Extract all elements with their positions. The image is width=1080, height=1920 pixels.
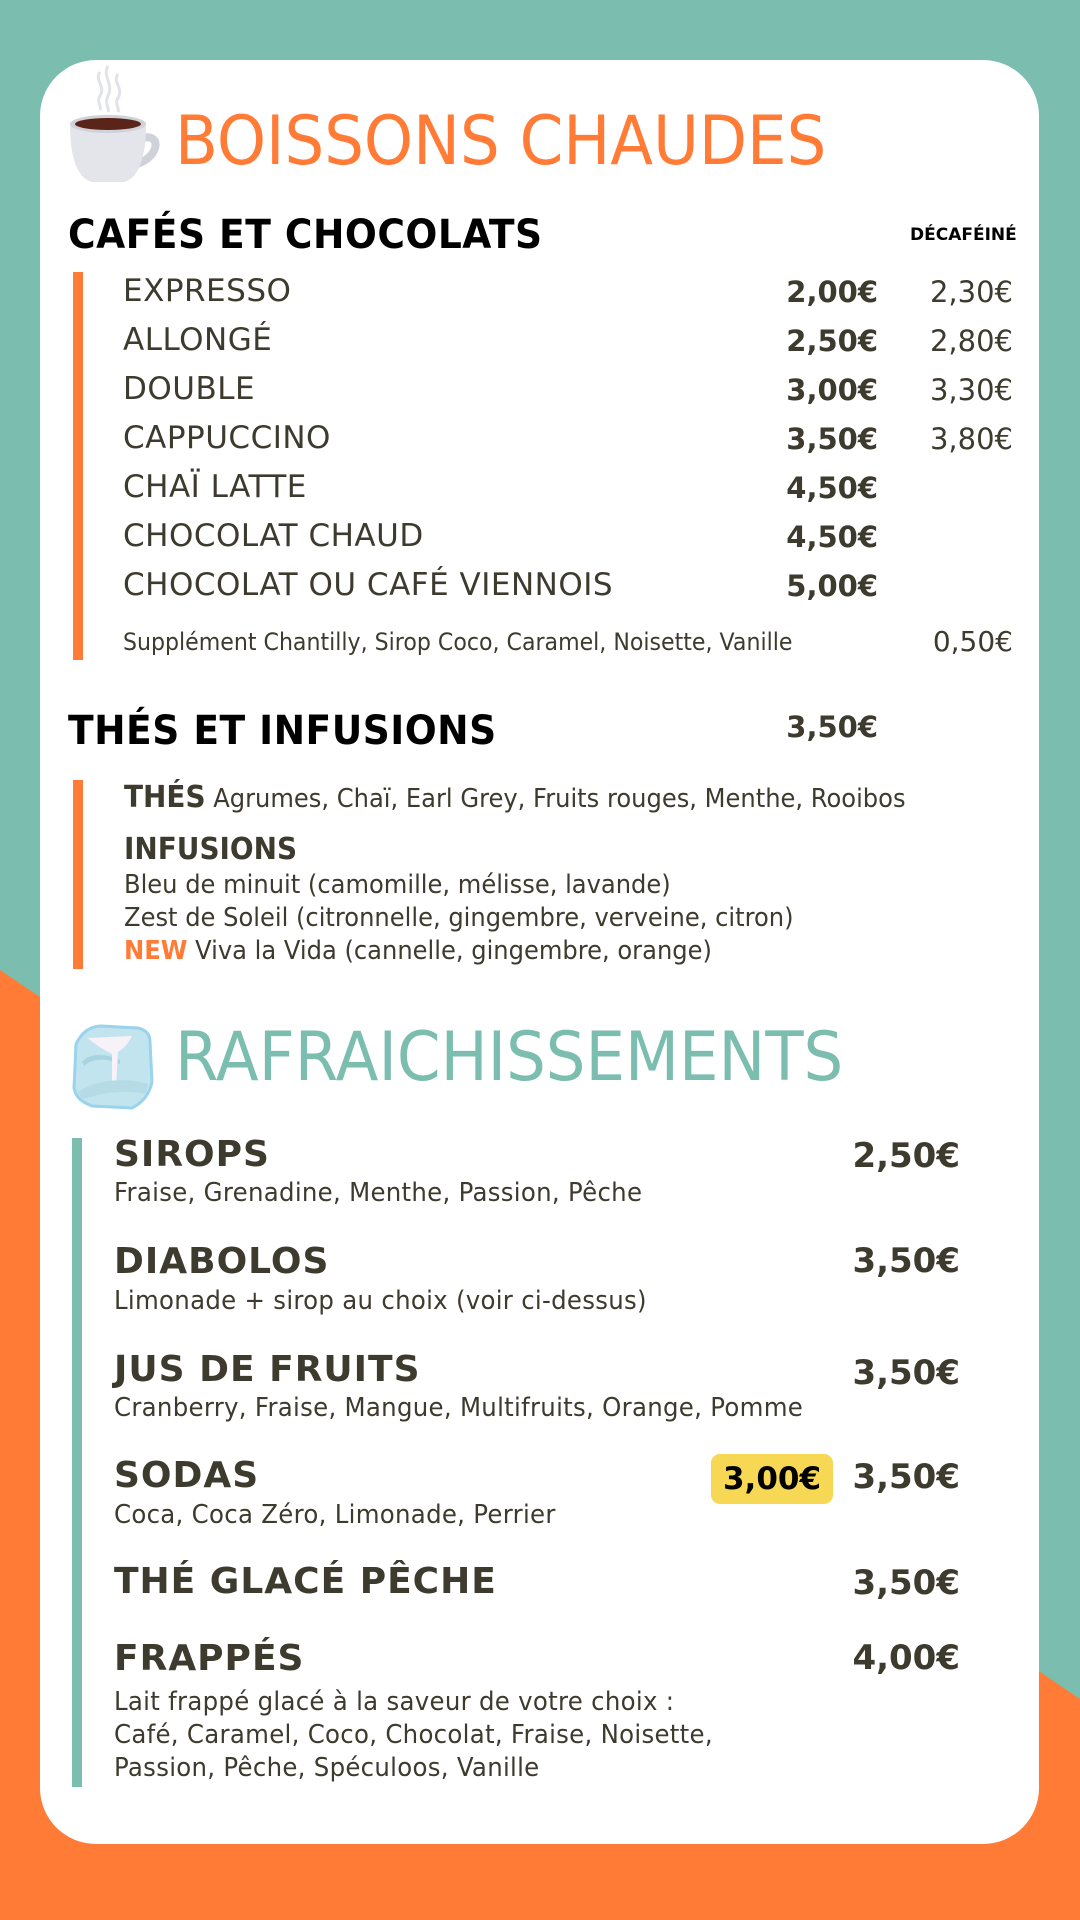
cold-drink-description: Café, Caramel, Coco, Chocolat, Fraise, Noisette, — [114, 1720, 713, 1750]
coffee-name: EXPRESSO — [123, 273, 292, 309]
thes-label: THÉS — [124, 780, 206, 815]
infusion-item: Viva la Vida (cannelle, gingembre, orange) — [195, 936, 712, 966]
infusion-item: Zest de Soleil (citronnelle, gingembre, verveine, citron) — [124, 903, 794, 933]
coffee-price: 2,00€ — [786, 275, 878, 309]
cold-drink-price: 3,50€ — [852, 1241, 960, 1281]
coffee-price: 2,50€ — [786, 324, 878, 358]
teas-heading: THÉS ET INFUSIONS — [68, 708, 497, 754]
coffee-name: CAPPUCCINO — [123, 420, 331, 456]
decaf-column-heading: DÉCAFÉINÉ — [910, 225, 1017, 245]
coffee-decaf-price: 3,30€ — [929, 373, 1013, 407]
cold-drink-description: Fraise, Grenadine, Menthe, Passion, Pêche — [114, 1178, 643, 1208]
supplement-label: Supplément Chantilly, Sirop Coco, Caramel, Noisette, Vanille — [123, 628, 793, 656]
coffee-price: 4,50€ — [786, 520, 878, 554]
coffee-decaf-price: 2,80€ — [929, 324, 1013, 358]
coffee-name: CHOCOLAT CHAUD — [123, 518, 424, 554]
cold-drink-name: THÉ GLACÉ PÊCHE — [114, 1561, 497, 1602]
cold-drink-price: 3,50€ — [852, 1457, 960, 1497]
cold-drink-description: Cranberry, Fraise, Mangue, Multifruits, Orange, Pomme — [114, 1393, 804, 1423]
thes-row — [124, 780, 906, 815]
coffee-name: DOUBLE — [123, 371, 256, 407]
cold-drink-name: SIROPS — [114, 1134, 270, 1175]
coffee-name: ALLONGÉ — [123, 322, 273, 358]
cold-drink-description: Limonade + sirop au choix (voir ci-dessus) — [114, 1286, 647, 1316]
teas-accent-bar — [73, 780, 83, 969]
ice-cube-icon — [68, 1022, 158, 1112]
coffee-cup-icon — [66, 64, 162, 184]
cold-drink-price: 3,50€ — [852, 1563, 960, 1603]
cold-drink-price: 4,00€ — [852, 1638, 960, 1678]
teas-price: 3,50€ — [786, 710, 878, 744]
promo-price-badge: 3,00€ — [711, 1454, 833, 1504]
cold-drink-price: 2,50€ — [852, 1136, 960, 1176]
coffee-name: CHAÏ LATTE — [123, 469, 307, 505]
cold-drink-name: SODAS — [114, 1455, 260, 1496]
new-badge: NEW — [124, 936, 188, 966]
coffee-name: CHOCOLAT OU CAFÉ VIENNOIS — [123, 567, 614, 603]
cold-drink-price: 3,50€ — [852, 1353, 960, 1393]
cold-drinks-accent-bar — [72, 1138, 82, 1787]
coffee-price: 3,00€ — [786, 373, 878, 407]
infusions-label: INFUSIONS — [124, 832, 298, 867]
infusion-item-new — [124, 936, 712, 966]
thes-list: Agrumes, Chaï, Earl Grey, Fruits rouges, Menthe, Rooibos — [213, 784, 906, 814]
infusion-item: Bleu de minuit (camomille, mélisse, lavande) — [124, 870, 671, 900]
coffee-price: 5,00€ — [786, 569, 878, 603]
coffee-price: 4,50€ — [786, 471, 878, 505]
coffees-accent-bar — [73, 272, 83, 660]
supplement-price: 0,50€ — [932, 625, 1013, 658]
cold-drink-description: Lait frappé glacé à la saveur de votre choix : — [114, 1687, 675, 1717]
cold-drink-description: Passion, Pêche, Spéculoos, Vanille — [114, 1753, 540, 1783]
coffee-decaf-price: 3,80€ — [929, 422, 1013, 456]
coffees-heading: CAFÉS ET CHOCOLATS — [68, 212, 543, 258]
coffee-price: 3,50€ — [786, 422, 878, 456]
cold-drink-description: Coca, Coca Zéro, Limonade, Perrier — [114, 1500, 556, 1530]
cold-drinks-title: RAFRAICHISSEMENTS — [175, 1018, 844, 1097]
cold-drink-name: FRAPPÉS — [114, 1638, 305, 1679]
coffee-decaf-price: 2,30€ — [929, 275, 1013, 309]
cold-drink-name: JUS DE FRUITS — [114, 1349, 421, 1390]
hot-drinks-title: BOISSONS CHAUDES — [175, 102, 827, 181]
cold-drink-name: DIABOLOS — [114, 1241, 330, 1282]
